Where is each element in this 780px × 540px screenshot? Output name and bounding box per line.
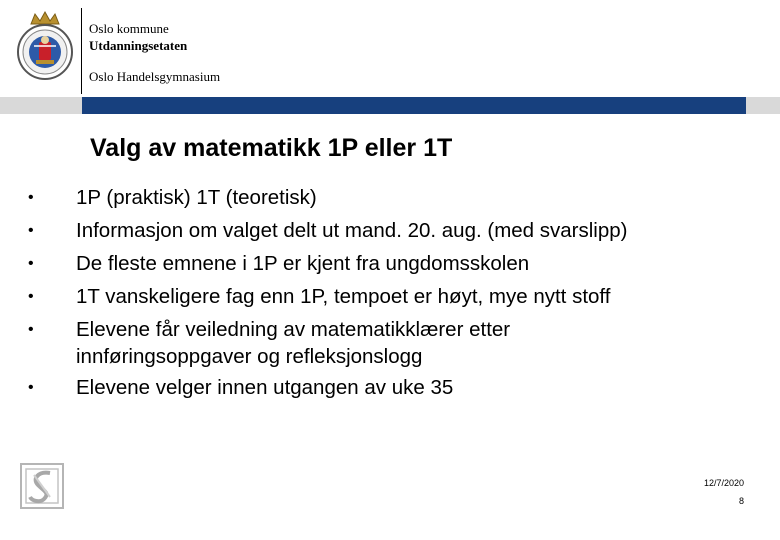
list-item <box>28 250 748 278</box>
list-item <box>28 283 748 311</box>
bullet-list <box>28 184 748 407</box>
oslo-coat-of-arms-icon <box>14 10 76 80</box>
list-item <box>28 217 748 245</box>
bullet-icon: • <box>28 189 34 206</box>
list-item <box>28 184 748 212</box>
bullet-icon: • <box>28 222 34 239</box>
bullet-icon: • <box>28 321 34 338</box>
header-band-blue <box>82 97 746 114</box>
bullet-text: 1T vanskeligere fag enn 1P, tempoet er høyt, mye nytt stoff <box>76 285 611 308</box>
page-number: 8 <box>738 496 744 506</box>
org-name-line2: Utdanningsetaten <box>89 38 188 53</box>
slide-title: Valg av matematikk 1P eller 1T <box>90 134 453 162</box>
header-divider <box>81 8 82 94</box>
school-name: Oslo Handelsgymnasium <box>89 69 221 84</box>
organization-name <box>89 20 187 54</box>
org-name-line1: Oslo kommune <box>89 21 169 36</box>
list-item <box>28 316 748 370</box>
bullet-icon: • <box>28 288 34 305</box>
slide-date: 12/7/2020 <box>703 478 744 488</box>
bullet-text: De fleste emnene i 1P er kjent fra ungdomsskolen <box>76 252 530 275</box>
bullet-text: Elevene får veiledning av matematikklærer etter innføringsoppgaver og refleksjonslogg <box>76 318 511 368</box>
bullet-icon: • <box>28 255 34 272</box>
bullet-icon: • <box>28 379 34 396</box>
oslo-symbol-icon <box>20 463 64 509</box>
bullet-text: Informasjon om valget delt ut mand. 20. aug. (med svarslipp) <box>76 219 628 242</box>
list-item <box>28 374 748 402</box>
bullet-text: 1P (praktisk) 1T (teoretisk) <box>76 186 317 209</box>
bullet-text: Elevene velger innen utgangen av uke 35 <box>76 376 454 399</box>
